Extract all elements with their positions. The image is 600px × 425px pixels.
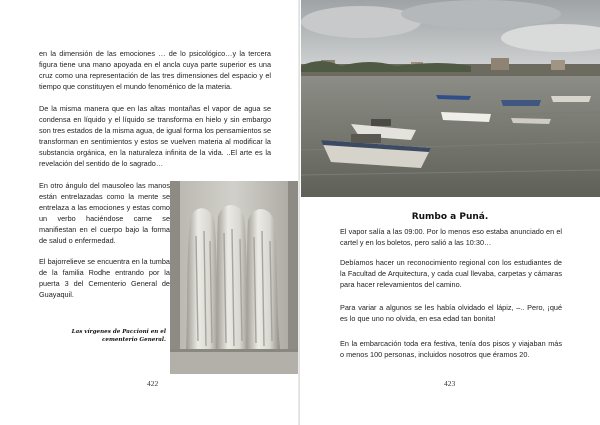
right-page-number: 423 bbox=[444, 379, 456, 388]
left-paragraph-4: El bajorrelieve se encuentra en la tumba de la familia Rodhe entrando por la puerta 3 del Cementerio General de Guayaquil. bbox=[39, 257, 170, 299]
right-paragraph-4: En la embarcación toda era festiva, tenía dos pisos y viajaban más o menos 100 personas, incluidos nosotros que éramos 20. bbox=[340, 339, 562, 359]
right-paragraph-1: El vapor salía a las 09:00. Por lo menos eso estaba anunciado en el cartel y en los boletos, pero salió a las 10:30… bbox=[340, 227, 562, 247]
harbor-boats-photo bbox=[301, 0, 600, 197]
relief-sculpture-photo bbox=[170, 181, 298, 374]
left-paragraph-2: De la misma manera que en las altas montañas el vapor de agua se condensa en líquido y el líquido se transforma en hielo y sin embargo son tres estados de la misma agua, de igual forma los pensamientos se transforman en sentimientos y estos se vuelven materia al modificar la substancia orgánica, en la naturaleza infinita de la vida. ..El arte es la revelación del sentido de lo sagrado… bbox=[39, 104, 272, 168]
left-page-number: 422 bbox=[147, 379, 159, 388]
left-paragraph-3: En otro ángulo del mausoleo las manos están entrelazadas como la mente se entrelaza a las emociones y estas como un verbo haciéndose carne se manifiestan en el cuerpo bajo la forma de salud o enfermedad. bbox=[39, 181, 170, 245]
left-paragraph-1: en la dimensión de las emociones … de lo psicológico…y la tercera figura tiene una mano apoyada en el ancla cuya parte superior es una cruz como una representación de las tres dimensiones del espacio y el tiempo que constituyen el mundo fenoménico de la materia. bbox=[39, 49, 271, 91]
right-paragraph-2: Debíamos hacer un reconocimiento regional con los estudiantes de la Facultad de Arquitectura, y cada cual llevaba, carpetas y cámaras para hacer relevamientos del camino. bbox=[340, 258, 562, 289]
right-paragraph-3: Para variar a algunos se les había olvidado el lápiz, –.. Pero, ¡qué es lo que uno no olvida, en esa edad tan bonita! bbox=[340, 303, 562, 323]
section-heading: Rumbo a Puná. bbox=[411, 212, 489, 222]
photo-caption: Las vírgenes de Paccioni en el cementerio General. bbox=[71, 329, 166, 343]
